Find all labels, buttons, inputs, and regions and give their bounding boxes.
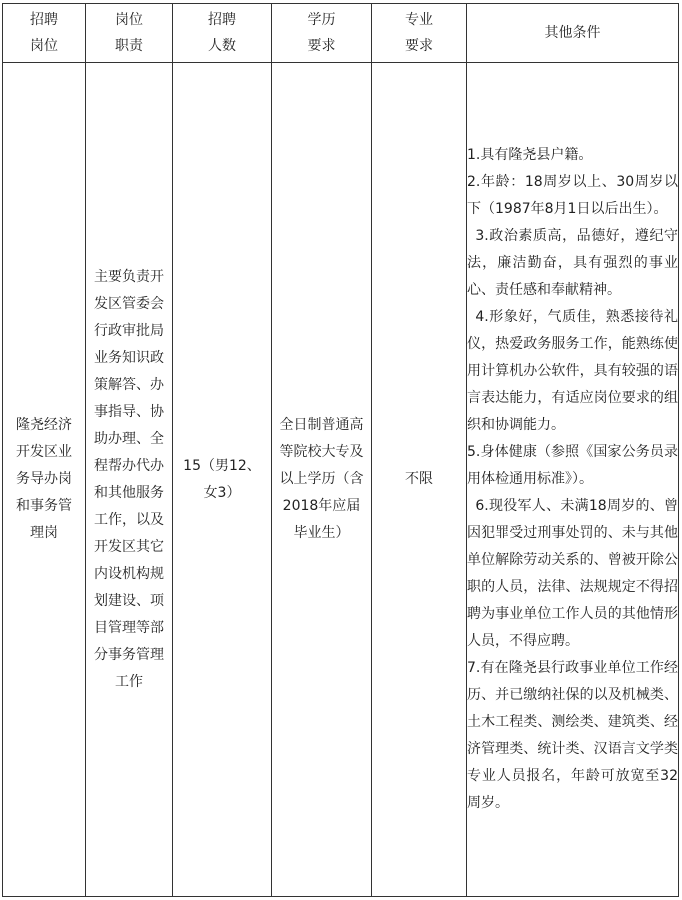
header-count xyxy=(173,4,272,63)
header-other-conditions-line1: 其他条件 xyxy=(544,25,601,41)
header-count-line1: 招聘 xyxy=(208,12,236,28)
cell-other-conditions xyxy=(467,63,679,897)
condition-item-7: 7.有在隆尧县行政事业单位工作经历、并已缴纳社保的以及机械类、土木工程类、测绘类、建筑类、经济管理类、统计类、汉语言文学类专业人员报名，年龄可放宽至32周岁。 xyxy=(467,660,678,811)
condition-item-4: 4.形象好，气质佳，熟悉接待礼仪，热爱政务服务工作，能熟练使用计算机办公软件，具有较强的语言表达能力，有适应岗位要求的组织和协调能力。 xyxy=(467,309,678,433)
header-position-line2: 岗位 xyxy=(30,38,58,54)
cell-education xyxy=(272,63,372,897)
header-major-line1: 专业 xyxy=(405,12,433,28)
condition-item-5: 5.身体健康（参照《国家公务员录用体检通用标准》）。 xyxy=(467,444,678,487)
cell-position xyxy=(3,63,86,897)
header-duty xyxy=(86,4,173,63)
cell-duty xyxy=(86,63,173,897)
condition-item-6: 6.现役军人、未满18周岁的、曾因犯罪受过刑事处罚的、未与其他单位解除劳动关系的、曾被开除公职的人员，法律、法规规定不得招聘为事业单位工作人员的其他情形人员，不得应聘。 xyxy=(467,498,678,649)
recruitment-table xyxy=(2,3,679,897)
major-text: 不限 xyxy=(405,471,433,487)
header-education-line1: 学历 xyxy=(307,12,336,28)
header-major xyxy=(372,4,467,63)
table-row xyxy=(3,63,679,897)
header-education-line2: 要求 xyxy=(307,38,336,54)
position-text: 隆尧经济开发区业务导办岗和事务管理岗 xyxy=(16,417,72,541)
condition-item-3: 3.政治素质高，品德好，遵纪守法，廉洁勤奋，具有强烈的事业心、责任感和奉献精神。 xyxy=(467,228,678,298)
cell-count xyxy=(173,63,272,897)
table-header-row xyxy=(3,4,679,63)
condition-item-1: 1.具有隆尧县户籍。 xyxy=(467,147,593,163)
condition-item-2: 2.年龄：18周岁以上、30周岁以下（1987年8月1日以后出生）。 xyxy=(467,174,678,217)
duty-text: 主要负责开发区管委会行政审批局业务知识政策解答、办事指导、协助办理、全程帮办代办和其他服务工作，以及开发区其它内设机构规划建设、项目管理等部分事务管理工作 xyxy=(94,268,164,690)
header-education xyxy=(272,4,372,63)
header-position xyxy=(3,4,86,63)
education-text: 全日制普通高等院校大专及以上学历（含2018年应届毕业生） xyxy=(279,417,364,541)
count-text: 15（男12、女3） xyxy=(183,457,261,501)
header-duty-line2: 职责 xyxy=(115,38,143,54)
header-other-conditions xyxy=(467,4,679,63)
header-position-line1: 招聘 xyxy=(30,12,58,28)
header-major-line2: 要求 xyxy=(405,38,433,54)
header-duty-line1: 岗位 xyxy=(115,12,143,28)
cell-major xyxy=(372,63,467,897)
header-count-line2: 人数 xyxy=(208,38,236,54)
